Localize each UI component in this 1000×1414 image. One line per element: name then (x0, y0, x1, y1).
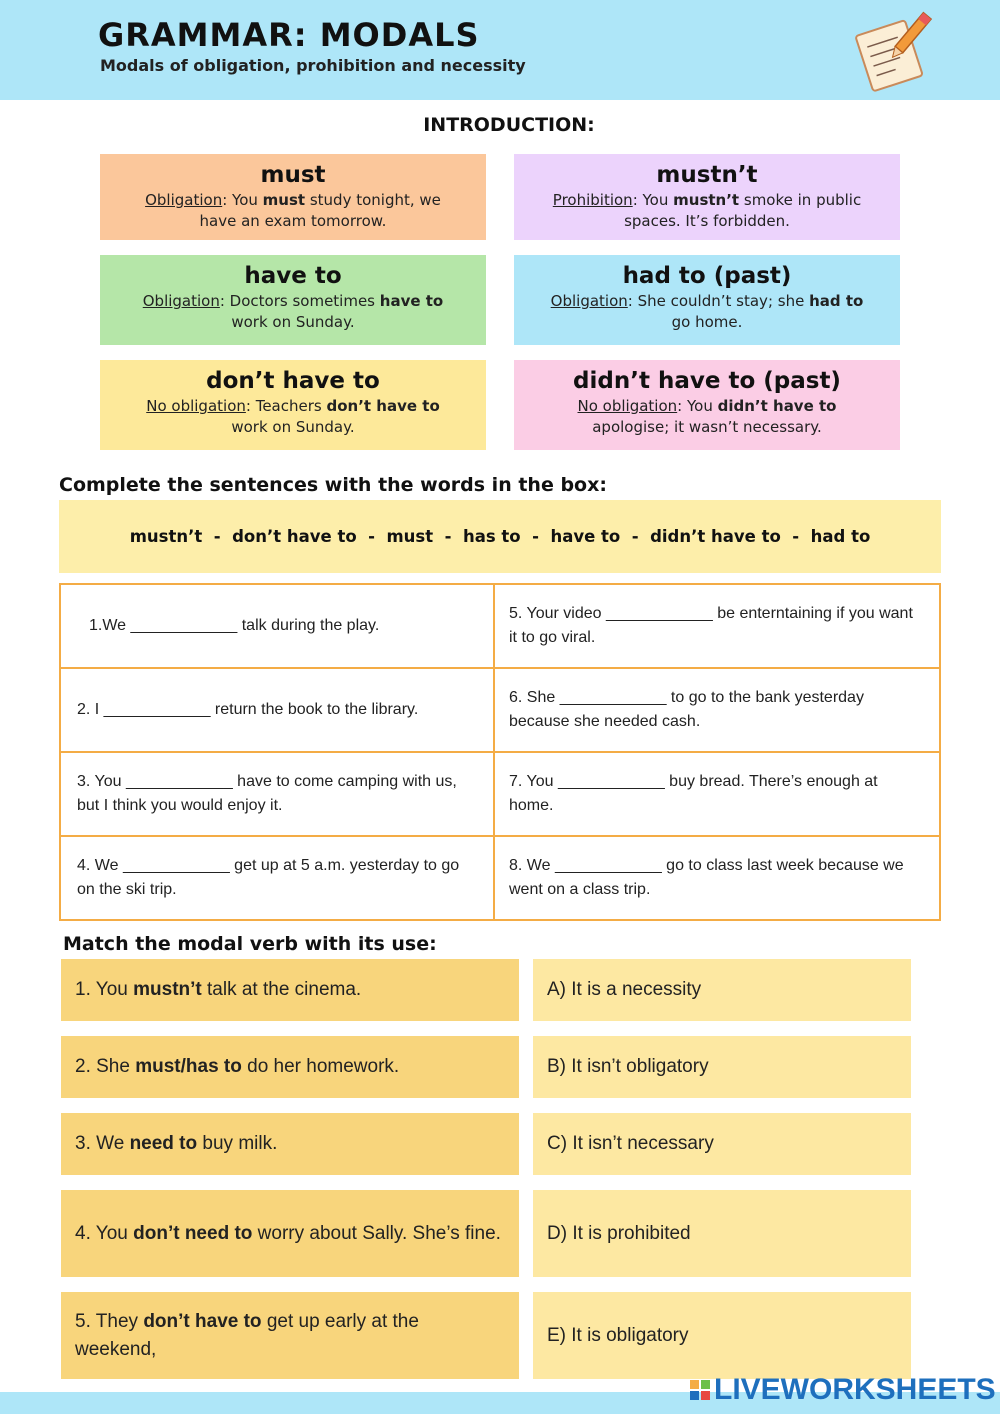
page-subtitle: Modals of obligation, prohibition and necessity (100, 56, 526, 75)
page-title: GRAMMAR: MODALS (98, 16, 480, 54)
modal-card-dont-have-to (100, 360, 486, 450)
modal-name: don’t have to (206, 368, 380, 394)
liveworksheets-logo (690, 1372, 996, 1408)
modal-name: must (260, 162, 326, 188)
modal-card-have-to (100, 255, 486, 345)
word-box: mustn’t - don’t have to - must - has to - have to - didn’t have to - had to (59, 500, 941, 573)
introduction-heading: INTRODUCTION: (423, 114, 595, 136)
modal-name: didn’t have to (past) (573, 368, 841, 394)
logo-blocks-icon (690, 1380, 710, 1400)
modal-example: Obligation: She couldn’t stay; she had to go home. (550, 292, 864, 331)
complete-heading: Complete the sentences with the words in the box: (59, 474, 607, 496)
modal-card-must (100, 154, 486, 240)
match-right-item-c[interactable]: C) It isn’t necessary (533, 1113, 911, 1175)
exercise-item-6[interactable]: 6. She ____________ to go to the bank yesterday because she needed cash. (509, 689, 864, 730)
brand-name: LIVEWORKSHEETS (714, 1373, 996, 1406)
modal-example: Obligation: Doctors sometimes have to work on Sunday. (142, 292, 444, 331)
modal-example: No obligation: Teachers don’t have to work on Sunday. (146, 397, 440, 436)
modal-example: Obligation: You must study tonight, we have an exam tomorrow. (145, 191, 441, 230)
exercise-item-8[interactable]: 8. We ____________ go to class last week because we went on a class trip. (509, 857, 904, 898)
exercise-item-1[interactable]: 1.We ____________ talk during the play. (89, 617, 380, 634)
modal-name: mustn’t (656, 162, 758, 188)
match-right-item-d[interactable]: D) It is prohibited (533, 1190, 911, 1277)
exercise-item-5[interactable]: 5. Your video ____________ be enterntaining if you want it to go viral. (509, 605, 913, 646)
modal-name: had to (past) (622, 263, 792, 289)
match-left-item-2[interactable]: 2. She must/has to do her homework. (61, 1036, 519, 1098)
exercise-item-7[interactable]: 7. You ____________ buy bread. There’s enough at home. (509, 773, 878, 814)
exercise-item-3[interactable]: 3. You ____________ have to come camping with us, but I think you would enjoy it. (77, 773, 457, 814)
modal-card-mustnt (514, 154, 900, 240)
match-left-item-5[interactable]: 5. They don’t have to get up early at the weekend, (61, 1292, 519, 1379)
modal-example: Prohibition: You mustn’t smoke in public spaces. It’s forbidden. (552, 191, 862, 230)
match-left-item-4[interactable]: 4. You don’t need to worry about Sally. She’s fine. (61, 1190, 519, 1277)
match-heading: Match the modal verb with its use: (63, 933, 437, 955)
match-right-item-a[interactable]: A) It is a necessity (533, 959, 911, 1021)
notepad-pencil-icon (850, 8, 932, 92)
exercise-item-2[interactable]: 2. I ____________ return the book to the library. (77, 701, 419, 718)
modal-card-didnt-have-to (514, 360, 900, 450)
match-right-item-b[interactable]: B) It isn’t obligatory (533, 1036, 911, 1098)
match-left-item-3[interactable]: 3. We need to buy milk. (61, 1113, 519, 1175)
match-right-item-e[interactable]: E) It is obligatory (533, 1292, 911, 1379)
modal-name: have to (244, 263, 342, 289)
exercise-table (59, 583, 941, 921)
modal-card-had-to (514, 255, 900, 345)
exercise-item-4[interactable]: 4. We ____________ get up at 5 a.m. yesterday to go on the ski trip. (77, 857, 460, 898)
match-left-item-1[interactable]: 1. You mustn’t talk at the cinema. (61, 959, 519, 1021)
modal-example: No obligation: You didn’t have to apologise; it wasn’t necessary. (577, 397, 837, 436)
